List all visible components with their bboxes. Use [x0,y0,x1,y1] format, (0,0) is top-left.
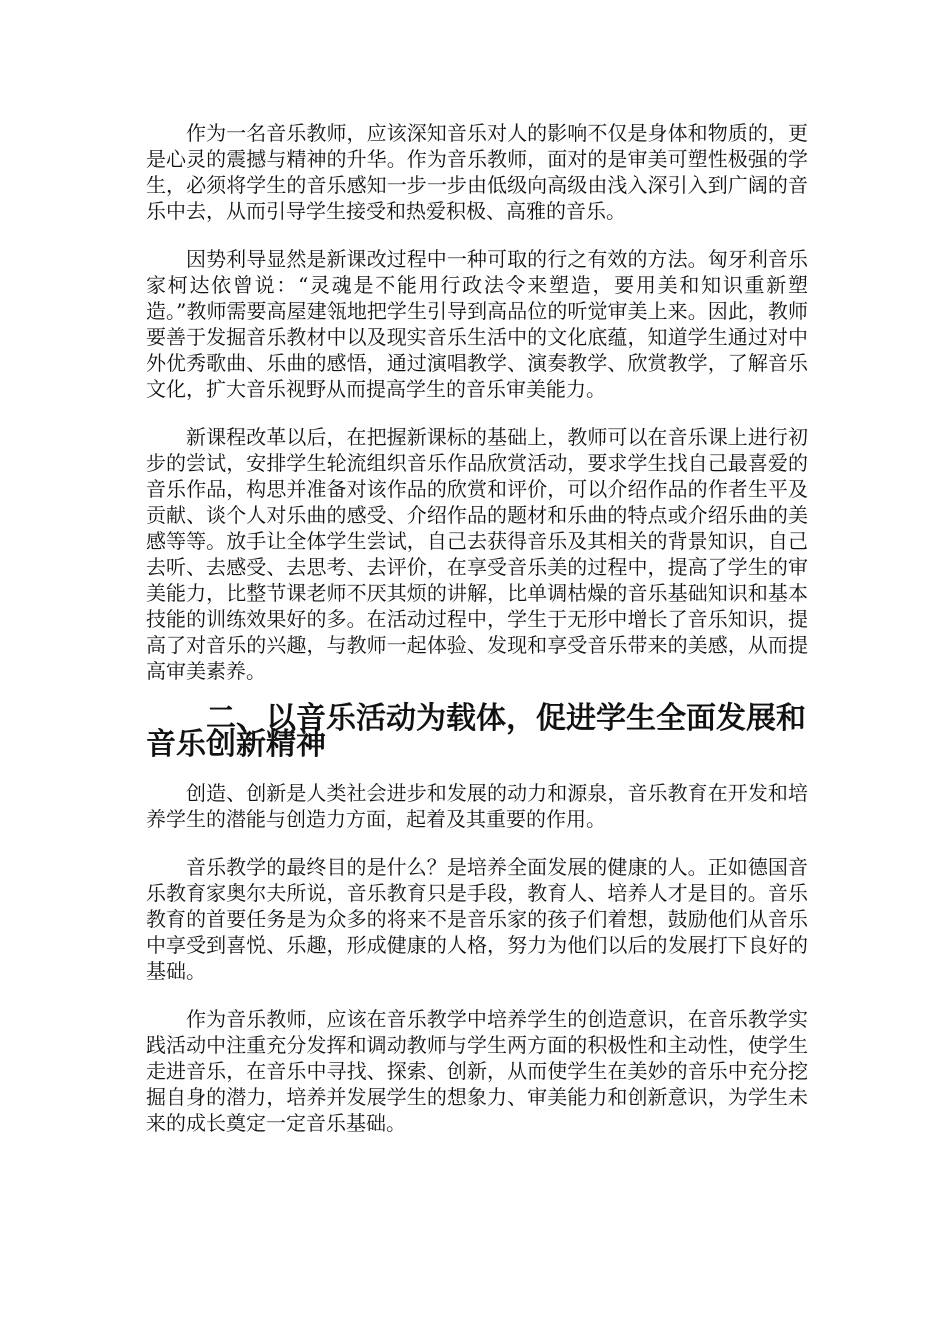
paragraph-3: 新课程改革以后，在把握新课标的基础上，教师可以在音乐课上进行初步的尝试，安排学生轮流组织音乐作品欣赏活动，要求学生找自己最喜爱的音乐作品，构思并准备对该作品的欣赏和评价，可以介绍作品的作者生平及贡献、谈个人对乐曲的感受、介绍作品的题材和乐曲的特点或介绍乐曲的美感等等。放手让全体学生尝试，自己去获得音乐及其相关的背景知识，自己去听、去感受、去思考、去评价，在享受音乐美的过程中，提高了学生的审美能力，比整节课老师不厌其烦的讲解，比单调枯燥的音乐基础知识和基本技能的训练效果好的多。在活动过程中，学生于无形中增长了音乐知识，提高了对音乐的兴趣，与教师一起体验、发现和享受音乐带来的美感，从而提高审美素养。 [146,425,808,683]
paragraph-5: 音乐教学的最终目的是什么？是培养全面发展的健康的人。正如德国音乐教育家奥尔夫所说，音乐教育只是手段，教育人、培养人才是目的。音乐教育的首要任务是为众多的将来不是音乐家的孩子们着想，鼓励他们从音乐中享受到喜悦、乐趣，形成健康的人格，努力为他们以后的发展打下良好的基础。 [146,855,808,983]
paragraph-4: 创造、创新是人类社会进步和发展的动力和源泉，音乐教育在开发和培养学生的潜能与创造力方面，起着及其重要的作用。 [146,781,808,831]
paragraph-6: 作为音乐教师，应该在音乐教学中培养学生的创造意识，在音乐教学实践活动中注重充分发挥和调动教师与学生两方面的积极性和主动性，使学生走进音乐，在音乐中寻找、探索、创新，从而使学生在美妙的音乐中充分挖掘自身的潜力，培养并发展学生的想象力、审美能力和创新意识，为学生未来的成长奠定一定音乐基础。 [146,1007,808,1135]
document-page [146,120,808,1158]
section-heading: 二、以音乐活动为载体，促进学生全面发展和音乐创新精神 [146,701,806,762]
paragraph-2: 因势利导显然是新课改过程中一种可取的行之有效的方法。匈牙利音乐家柯达依曾说：“灵魂是不能用行政法令来塑造，要用美和知识重新塑造。”教师需要高屋建瓴地把学生引导到高品位的听觉审美上来。因此，教师要善于发掘音乐教材中以及现实音乐生活中的文化底蕴，知道学生通过对中外优秀歌曲、乐曲的感悟，通过演唱教学、演奏教学、欣赏教学，了解音乐文化，扩大音乐视野从而提高学生的音乐审美能力。 [146,247,808,401]
paragraph-1: 作为一名音乐教师，应该深知音乐对人的影响不仅是身体和物质的，更是心灵的震撼与精神的升华。作为音乐教师，面对的是审美可塑性极强的学生，必须将学生的音乐感知一步一步由低级向高级由浅入深引入到广阔的音乐中去，从而引导学生接受和热爱积极、高雅的音乐。 [146,121,808,223]
